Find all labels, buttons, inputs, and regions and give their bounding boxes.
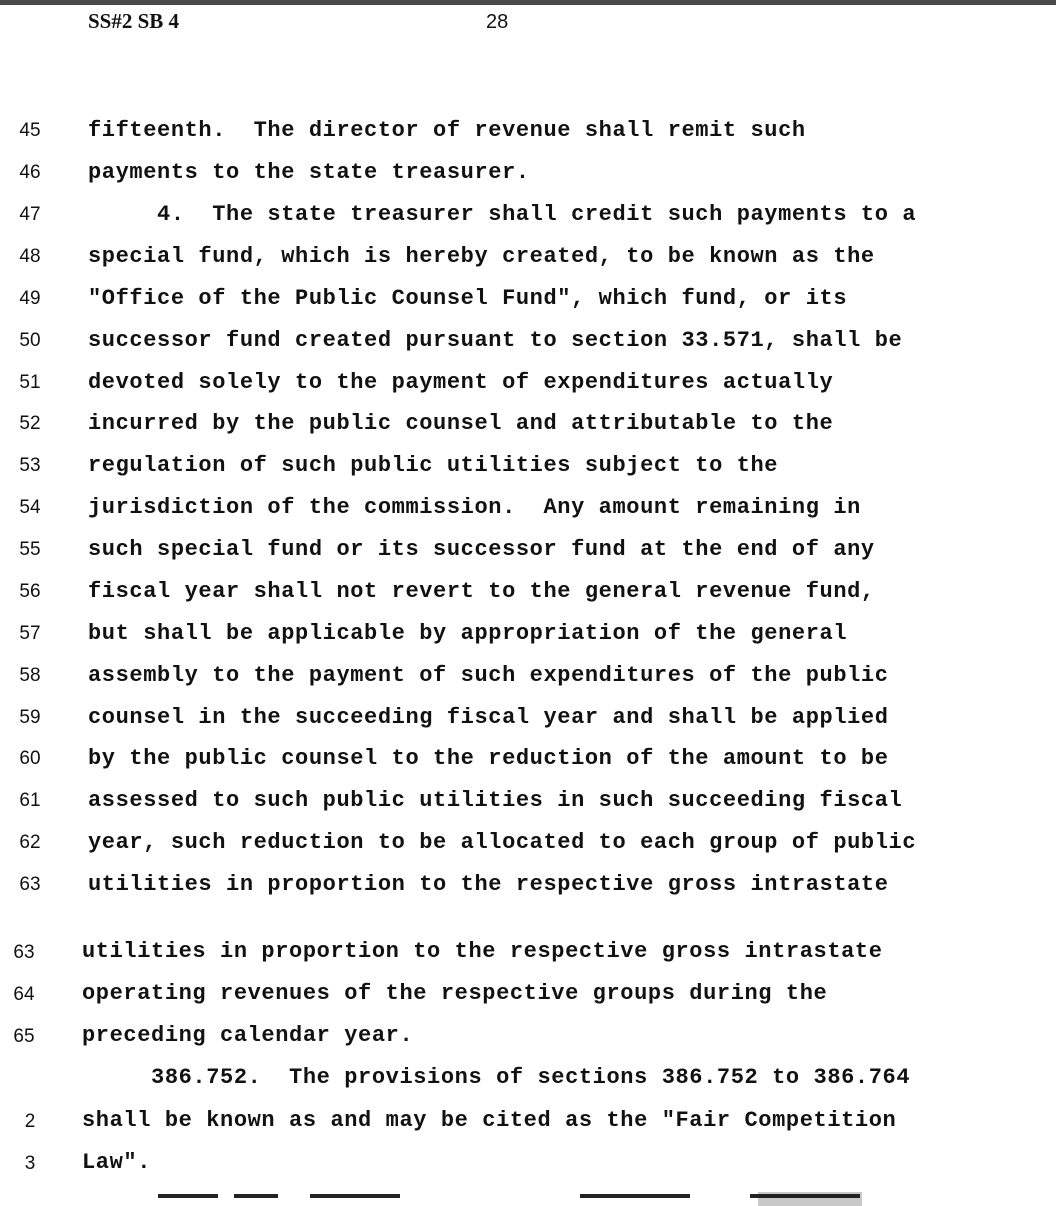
line-number: 45 xyxy=(19,120,41,141)
line-number: 65 xyxy=(13,1026,35,1047)
text-fragment xyxy=(158,1194,218,1198)
line-text: such special fund or its successor fund at the end of any xyxy=(88,537,875,562)
line-text: year, such reduction to be allocated to each group of public xyxy=(88,830,917,855)
line-text: shall be known as and may be cited as the "Fair Competition xyxy=(82,1108,897,1133)
line-number: 50 xyxy=(19,330,41,351)
line-number: 63 xyxy=(19,874,41,895)
line-number: 55 xyxy=(19,539,41,560)
text-fragment xyxy=(580,1194,690,1198)
line-text: jurisdiction of the commission. Any amount remaining in xyxy=(88,495,861,520)
line-number: 59 xyxy=(19,707,41,728)
line-number: 63 xyxy=(13,942,35,963)
text-fragment xyxy=(234,1194,278,1198)
line-text: regulation of such public utilities subject to the xyxy=(88,453,779,478)
line-text: utilities in proportion to the respective gross intrastate xyxy=(88,872,889,897)
line-number: 54 xyxy=(19,497,41,518)
line-text: 386.752. The provisions of sections 386.752 to 386.764 xyxy=(82,1065,911,1090)
line-number: 48 xyxy=(19,246,41,267)
line-number: 56 xyxy=(19,581,41,602)
text-fragment xyxy=(310,1194,400,1198)
text-fragment xyxy=(750,1194,860,1198)
line-text: by the public counsel to the reduction of the amount to be xyxy=(88,746,889,771)
line-number: 51 xyxy=(19,372,41,393)
line-number: 46 xyxy=(19,162,41,183)
line-number: 60 xyxy=(19,748,41,769)
line-text: devoted solely to the payment of expenditures actually xyxy=(88,370,834,395)
line-text: preceding calendar year. xyxy=(82,1023,414,1048)
line-text: Law". xyxy=(82,1150,152,1175)
line-number: 58 xyxy=(19,665,41,686)
line-number: 3 xyxy=(24,1153,36,1174)
line-number: 57 xyxy=(19,623,41,644)
line-number: 53 xyxy=(19,455,41,476)
line-text: successor fund created pursuant to section 33.571, shall be xyxy=(88,328,903,353)
line-number: 64 xyxy=(13,984,35,1005)
line-number: 2 xyxy=(24,1111,36,1132)
line-text: assembly to the payment of such expenditures of the public xyxy=(88,663,889,688)
line-text: "Office of the Public Counsel Fund", which fund, or its xyxy=(88,286,848,311)
top-border xyxy=(0,0,1056,5)
page-number: 28 xyxy=(486,11,509,33)
line-number: 49 xyxy=(19,288,41,309)
cut-off-line-fragment xyxy=(150,1192,880,1206)
line-text: but shall be applicable by appropriation of the general xyxy=(88,621,848,646)
line-number: 47 xyxy=(19,204,41,225)
line-number: 61 xyxy=(19,790,41,811)
line-text: assessed to such public utilities in such succeeding fiscal xyxy=(88,788,903,813)
line-text: utilities in proportion to the respective gross intrastate xyxy=(82,939,883,964)
line-text: operating revenues of the respective groups during the xyxy=(82,981,828,1006)
line-text: counsel in the succeeding fiscal year and shall be applied xyxy=(88,705,889,730)
line-text: fiscal year shall not revert to the general revenue fund, xyxy=(88,579,875,604)
line-number: 52 xyxy=(19,413,41,434)
line-text: fifteenth. The director of revenue shall remit such xyxy=(88,118,806,143)
line-text: payments to the state treasurer. xyxy=(88,160,530,185)
line-text: 4. The state treasurer shall credit such payments to a xyxy=(88,202,917,227)
line-text: incurred by the public counsel and attributable to the xyxy=(88,411,834,436)
bill-number: SS#2 SB 4 xyxy=(88,9,180,33)
line-number: 62 xyxy=(19,832,41,853)
line-text: special fund, which is hereby created, to be known as the xyxy=(88,244,875,269)
